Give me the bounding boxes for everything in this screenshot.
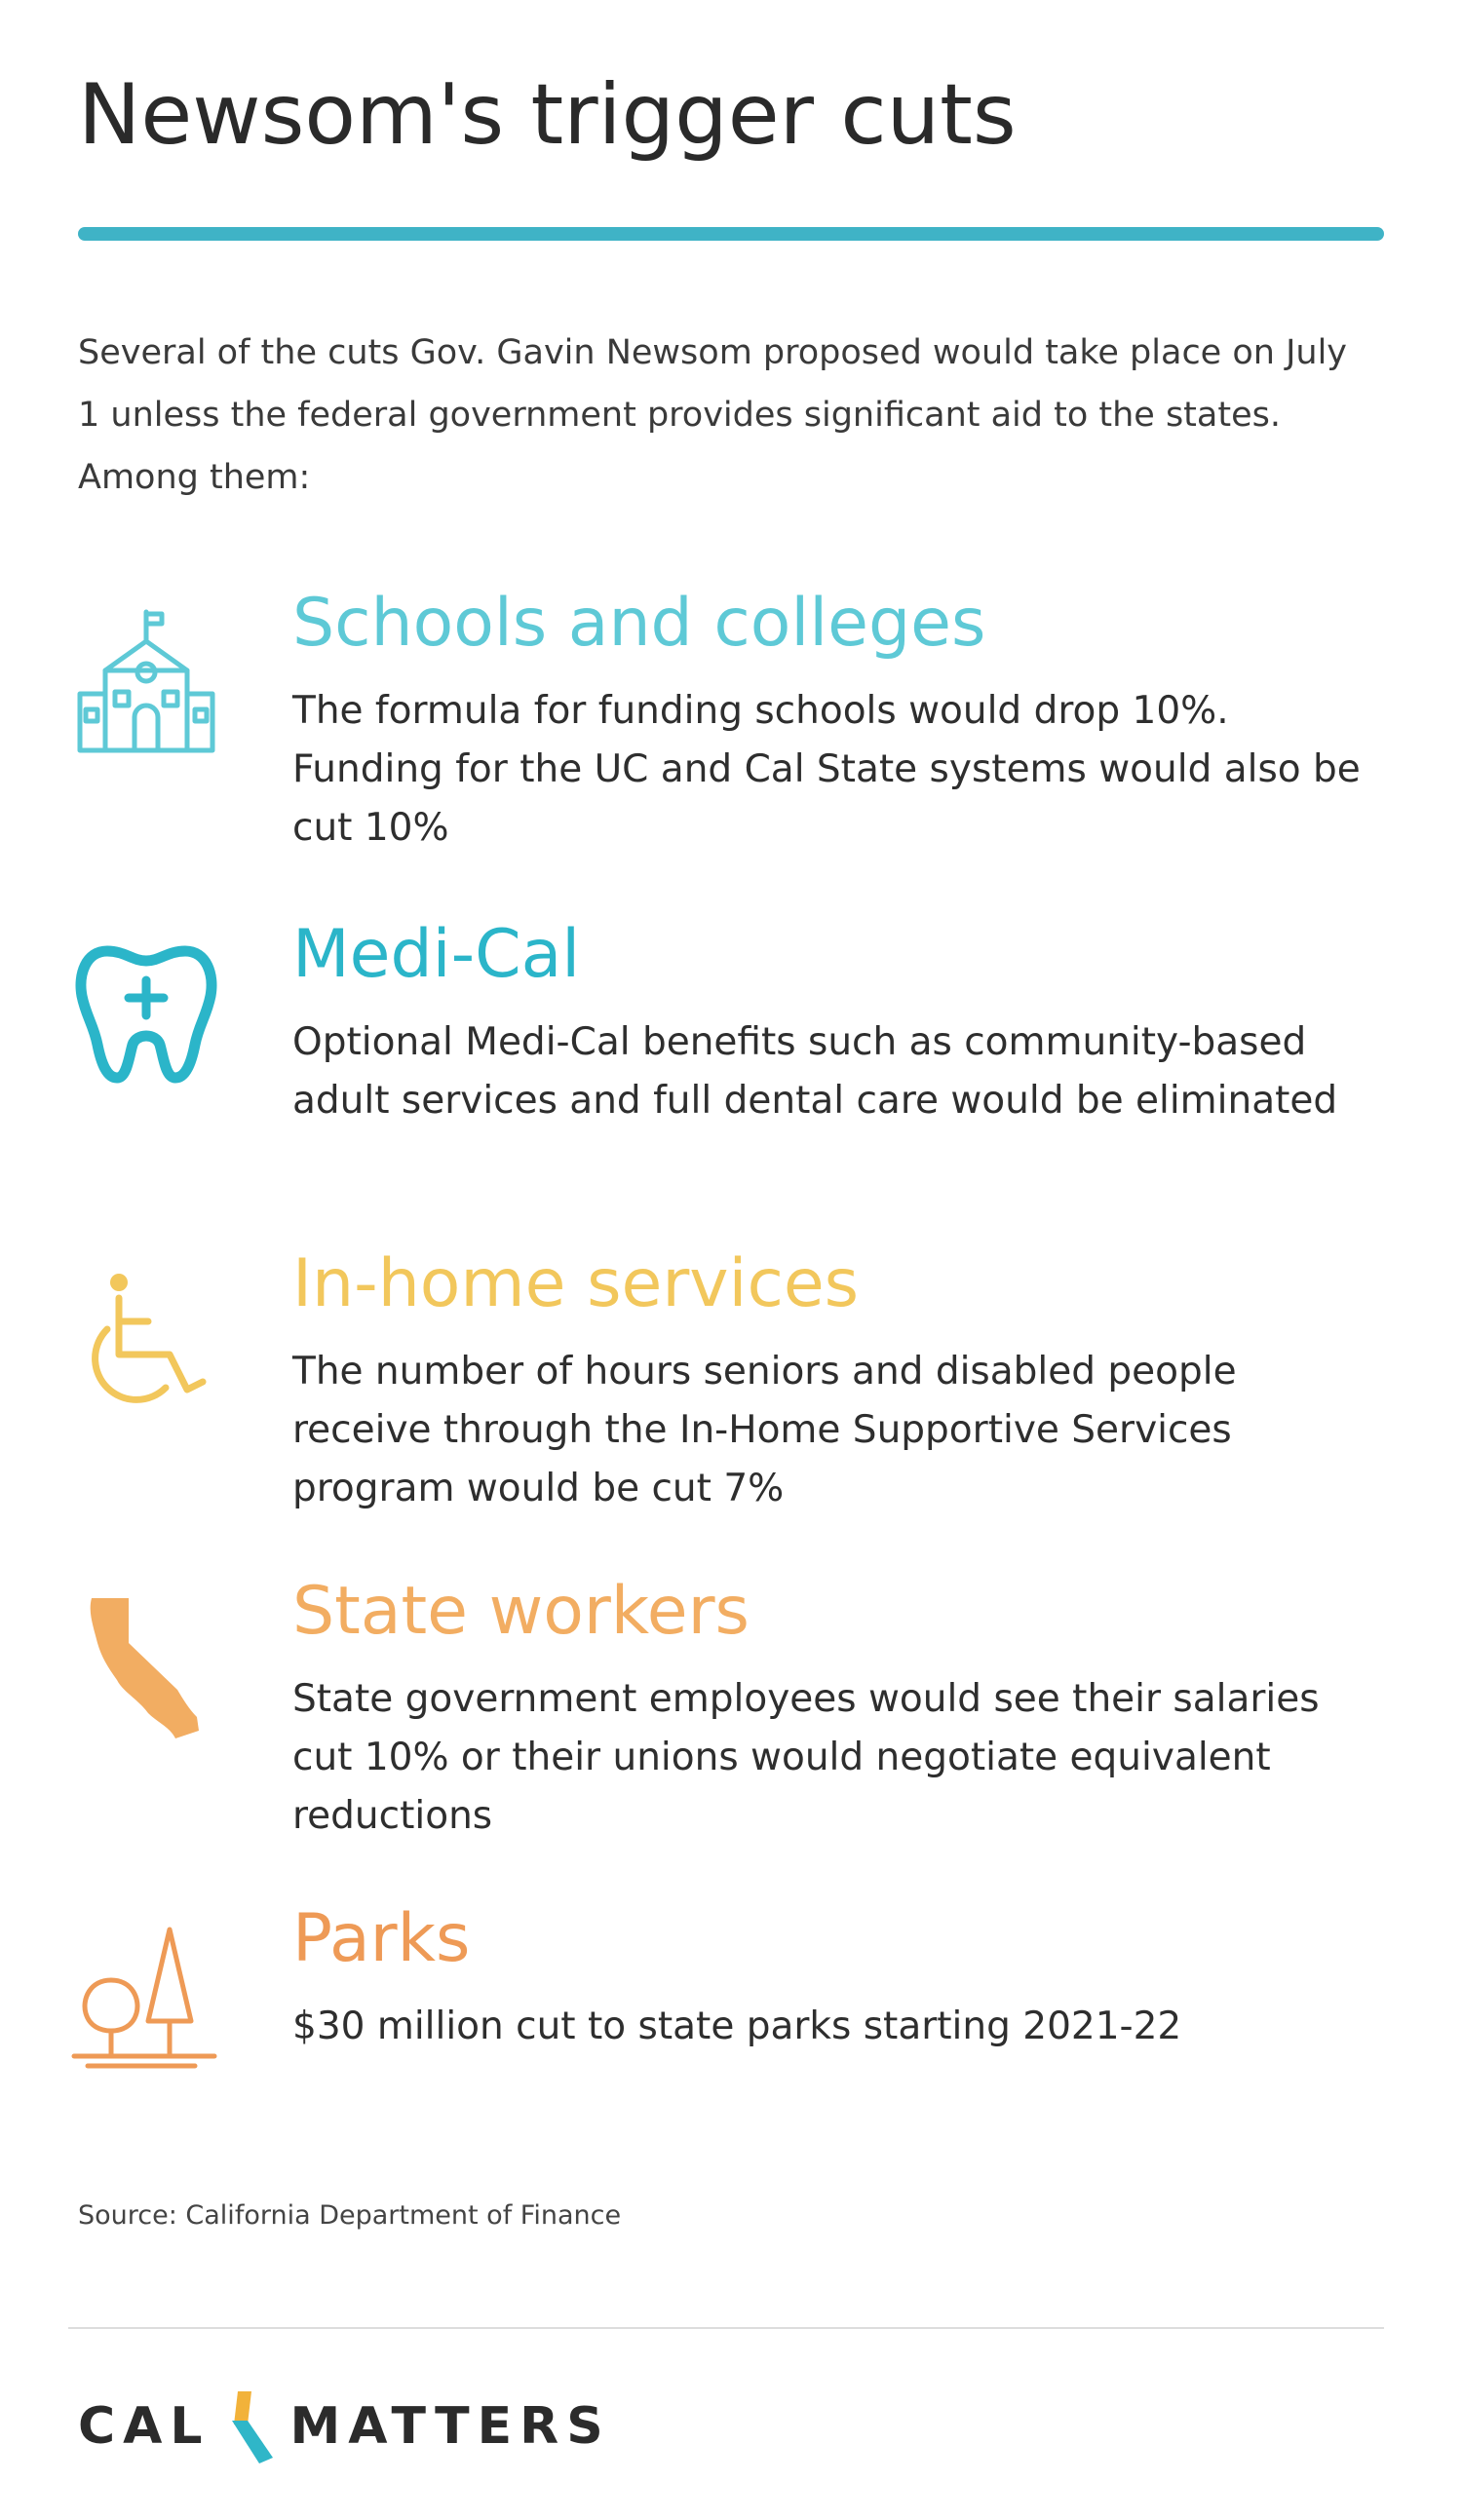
logo-text-right: MATTERS <box>289 2397 611 2456</box>
item-body: Optional Medi-Cal benefits such as community-based adult services and full dental care would be eliminated <box>292 1020 1338 1123</box>
calmatters-logo <box>78 2387 611 2465</box>
title-divider <box>78 227 1384 241</box>
item-heading: Schools and colleges <box>292 585 986 662</box>
footer-divider <box>68 2327 1384 2329</box>
logo-text-left: CAL <box>78 2397 211 2456</box>
item-heading: Parks <box>292 1900 471 1977</box>
item-body: State government employees would see their salaries cut 10% or their unions would negotiate equivalent reductions <box>292 1677 1320 1838</box>
source-note: Source: California Department of Finance <box>78 2200 622 2231</box>
item-heading: State workers <box>292 1573 750 1650</box>
item-body: The number of hours seniors and disabled people receive through the In-Home Supportive Services program would be cut 7% <box>292 1350 1237 1510</box>
school-icon <box>68 604 224 760</box>
intro-text: Several of the cuts Gov. Gavin Newsom proposed would take place on July 1 unless the federal government provides significant aid to the states. Among them: <box>78 333 1348 497</box>
item-body: The formula for funding schools would drop 10%. Funding for the UC and Cal State systems would also be cut 10% <box>292 689 1361 850</box>
logo-mark-icon <box>212 2387 281 2465</box>
trees-icon <box>68 1920 224 2076</box>
item-heading: In-home services <box>292 1245 860 1322</box>
page-title: Newsom's trigger cuts <box>78 66 1017 164</box>
item-heading: Medi-Cal <box>292 916 581 993</box>
wheelchair-icon <box>68 1265 224 1421</box>
california-icon <box>68 1592 224 1748</box>
tooth-icon <box>68 935 224 1091</box>
item-body: $30 million cut to state parks starting 2021-22 <box>292 2005 1182 2048</box>
